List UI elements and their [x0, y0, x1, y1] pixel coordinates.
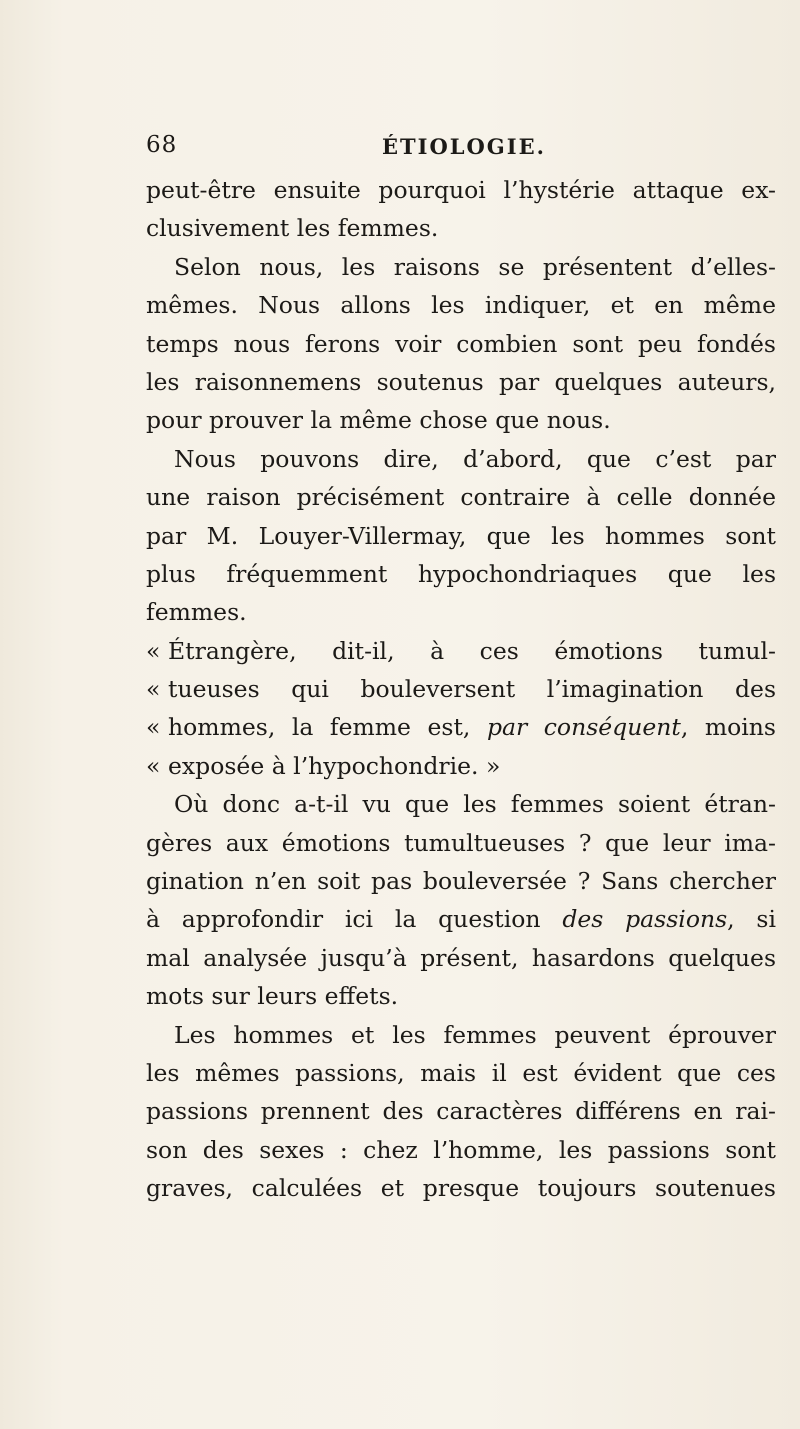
- text-line: pour prouver la même chose que nous.: [146, 406, 611, 435]
- text-line: gination n’en soit pas bouleversée ? Sans chercher: [146, 867, 776, 896]
- text-line: hommes, la femme est,: [168, 713, 487, 742]
- text-line: mots sur leurs effets.: [146, 982, 399, 1011]
- italic-phrase: des passions: [562, 905, 728, 934]
- quote-line: [146, 747, 776, 785]
- page-number: 68: [146, 132, 178, 158]
- text-line: Où donc a-t-il vu que les femmes soient étran-: [174, 790, 776, 819]
- quote-line: [146, 708, 776, 746]
- running-head: [146, 132, 776, 172]
- text-line: exposée à l’hypochondrie. »: [168, 751, 501, 780]
- text-line: plus fréquemment hypochondriaques que les: [146, 559, 776, 588]
- text-line: Les hommes et les femmes peuvent éprouver: [174, 1020, 776, 1049]
- text-line: mal analysée jusqu’à présent, hasardons quelques: [146, 943, 776, 972]
- quote-mark: «: [146, 751, 161, 780]
- text-line: une raison précisément contraire à celle donnée: [146, 483, 776, 512]
- text-line: femmes.: [146, 598, 247, 627]
- text-line: temps nous ferons voir combien sont peu fondés: [146, 329, 776, 358]
- text-line: Selon nous, les raisons se présentent d’elles-: [174, 252, 776, 281]
- text-line: passions prennent des caractères différens en rai-: [146, 1097, 776, 1126]
- text-line: les raisonnemens soutenus par quelques auteurs,: [146, 367, 776, 396]
- body-text: [146, 171, 776, 1208]
- text-line: par M. Louyer-Villermay, que les hommes sont: [146, 521, 776, 550]
- quote-line: [146, 670, 776, 708]
- text-line: , moins: [680, 713, 776, 742]
- chapter-title: ÉTIOLOGIE.: [382, 134, 546, 159]
- text-line: à approfondir ici la question: [146, 905, 563, 934]
- quote-mark: «: [146, 675, 161, 704]
- text-line-with-italic: [146, 900, 776, 938]
- text-line: tueuses qui bouleversent l’imagination des: [168, 675, 776, 704]
- text-line: Nous pouvons dire, d’abord, que c’est par: [174, 444, 776, 473]
- text-line: gères aux émotions tumultueuses ? que leur ima-: [146, 828, 776, 857]
- text-line: les mêmes passions, mais il est évident que ces: [146, 1058, 776, 1087]
- text-line: peut-être ensuite pourquoi l’hystérie attaque ex-: [146, 176, 776, 204]
- italic-phrase: par conséquent: [486, 713, 681, 742]
- quote-mark: «: [146, 713, 161, 742]
- quote-line: [146, 632, 776, 670]
- quote-mark: «: [146, 636, 161, 665]
- text-line: graves, calculées et presque toujours soutenues: [146, 1174, 776, 1203]
- text-line: Étrangère, dit-il, à ces émotions tumul-: [168, 636, 776, 665]
- text-line: son des sexes : chez l’homme, les passions sont: [146, 1135, 776, 1164]
- text-line: mêmes. Nous allons les indiquer, et en même: [146, 291, 776, 320]
- text-line: , si: [727, 905, 777, 934]
- text-line: clusivement les femmes.: [146, 214, 439, 243]
